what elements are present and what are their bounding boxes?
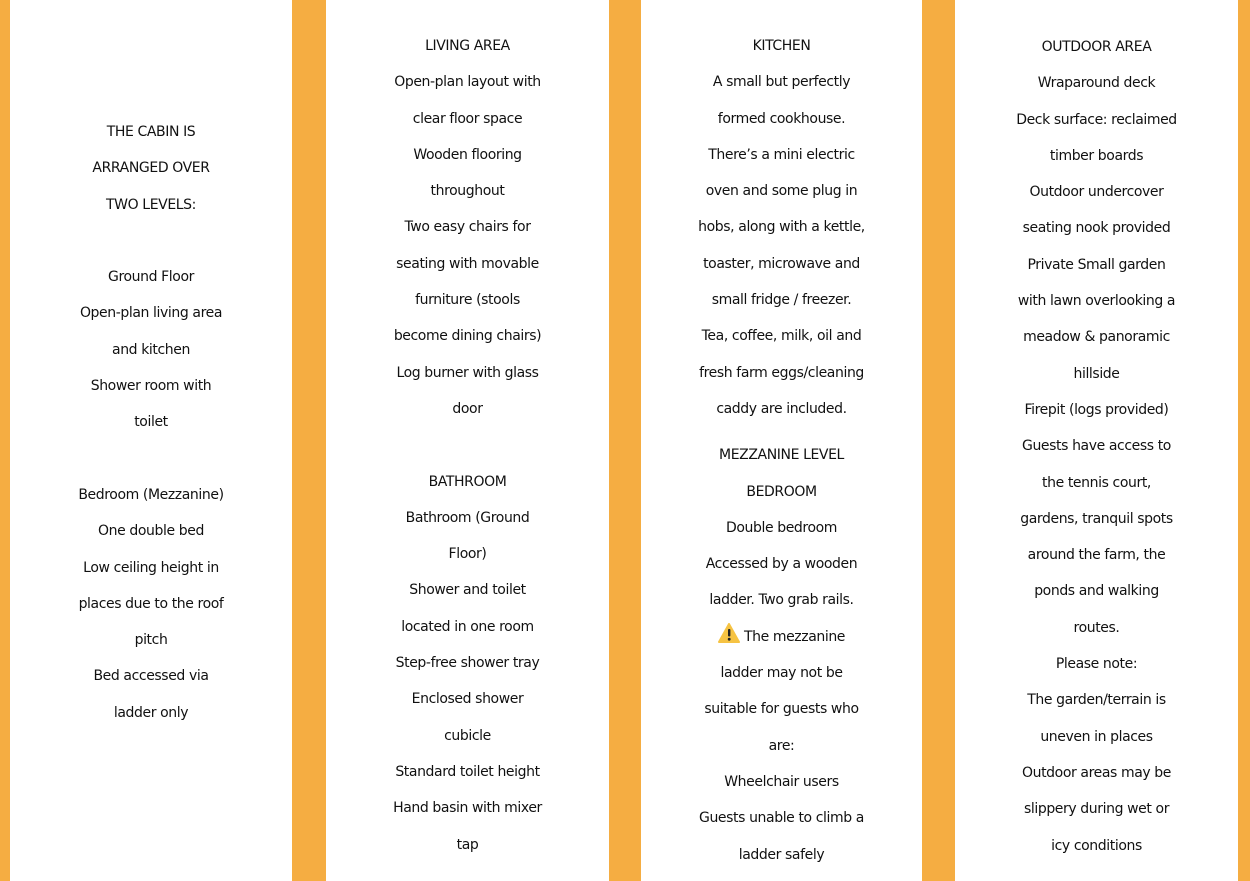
- living-line: Wooden flooring: [413, 146, 522, 163]
- outdoor-line: with lawn overlooking a: [1017, 293, 1176, 310]
- heading-line: ARRANGED OVER: [92, 160, 210, 177]
- bathroom-line: Standard toilet height: [395, 763, 540, 780]
- bathroom-line: Enclosed shower: [411, 691, 524, 708]
- outdoor-line: timber boards: [1049, 147, 1144, 164]
- ground-floor-line: Open-plan living area: [79, 305, 223, 322]
- kitchen-line: There’s a mini electric: [708, 146, 855, 163]
- bedroom-line: Bed accessed via: [93, 668, 209, 685]
- kitchen-line: fresh farm eggs/cleaning: [699, 364, 864, 381]
- heading-line: THE CABIN IS: [106, 124, 196, 140]
- panel-cabin-overview: [10, 0, 292, 881]
- bathroom-line: Bathroom (Ground: [405, 509, 530, 526]
- mezzanine-line: Accessed by a wooden: [705, 556, 858, 573]
- heading-line: TWO LEVELS:: [106, 196, 196, 213]
- outdoor-line: the tennis court,: [1042, 474, 1151, 491]
- outdoor-line: hillside: [1073, 365, 1120, 382]
- living-line: Log burner with glass: [396, 364, 539, 381]
- outdoor-line: Deck surface: reclaimed: [1016, 111, 1177, 128]
- bathroom-line: Floor): [448, 546, 487, 563]
- outdoor-heading: OUTDOOR AREA: [1041, 39, 1152, 55]
- outdoor-line: Private Small garden: [1027, 256, 1166, 273]
- kitchen-line: Tea, coffee, milk, oil and: [701, 328, 862, 345]
- kitchen-line: caddy are included.: [716, 400, 847, 417]
- outdoor-line: icy conditions: [1051, 837, 1142, 854]
- mezzanine-line: Double bedroom: [725, 519, 838, 536]
- bedroom-line: One double bed: [98, 523, 204, 540]
- mezzanine-line: ladder. Two grab rails.: [709, 592, 854, 609]
- outdoor-line: Firepit (logs provided): [1024, 401, 1169, 418]
- bedroom-line: Low ceiling height in: [83, 559, 219, 576]
- outdoor-line: routes.: [1073, 619, 1120, 636]
- bedroom-line: Bedroom (Mezzanine): [78, 486, 224, 503]
- outdoor-line: Please note:: [1055, 656, 1138, 673]
- outdoor-line: slippery during wet or: [1023, 801, 1170, 818]
- living-line: door: [452, 400, 483, 417]
- outdoor-line: ponds and walking: [1034, 583, 1159, 600]
- living-area-heading: LIVING AREA: [425, 38, 510, 54]
- warning-line: suitable for guests who: [704, 701, 859, 718]
- bedroom-line: ladder only: [113, 704, 189, 721]
- kitchen-line: hobs, along with a kettle,: [698, 219, 865, 236]
- kitchen-line: formed cookhouse.: [717, 110, 846, 127]
- mezzanine-heading: BEDROOM: [746, 483, 817, 500]
- bathroom-line: Step-free shower tray: [395, 655, 540, 672]
- outdoor-line: uneven in places: [1040, 728, 1153, 745]
- bathroom-heading: BATHROOM: [428, 473, 507, 490]
- bathroom-line: Shower and toilet: [409, 582, 526, 599]
- living-line: Open-plan layout with: [394, 74, 541, 91]
- bedroom-line: places due to the roof: [78, 595, 224, 612]
- outdoor-line: meadow & panoramic: [1023, 329, 1170, 346]
- outdoor-line: Guests have access to: [1022, 438, 1171, 455]
- warning-line: are:: [768, 737, 795, 754]
- ground-floor-line: Ground Floor: [108, 269, 194, 286]
- outdoor-line: Outdoor areas may be: [1021, 764, 1172, 781]
- ground-floor-line: toilet: [134, 414, 168, 431]
- bathroom-line: tap: [456, 836, 479, 853]
- ground-floor-line: Shower room with: [90, 378, 212, 395]
- living-line: throughout: [430, 183, 505, 200]
- warning-line: ladder safely: [738, 846, 825, 863]
- panel-kitchen-mezzanine: [641, 0, 922, 881]
- bathroom-line: cubicle: [444, 727, 491, 744]
- kitchen-heading: KITCHEN: [752, 38, 811, 54]
- outdoor-line: Outdoor undercover: [1029, 184, 1164, 201]
- living-line: seating with movable: [396, 255, 539, 272]
- kitchen-line: small fridge / freezer.: [711, 292, 852, 309]
- outdoor-line: gardens, tranquil spots: [1020, 510, 1173, 527]
- warning-line: Wheelchair users: [724, 773, 839, 790]
- warning-line: ladder may not be: [720, 665, 843, 682]
- warning-line: [641, 619, 922, 655]
- living-line: clear floor space: [412, 110, 523, 127]
- outdoor-line: Wraparound deck: [1037, 75, 1156, 92]
- bedroom-line: pitch: [134, 632, 168, 649]
- ground-floor-line: and kitchen: [112, 341, 190, 358]
- mezzanine-heading: MEZZANINE LEVEL: [719, 447, 844, 464]
- kitchen-line: toaster, microwave and: [703, 255, 860, 272]
- outdoor-line: The garden/terrain is: [1027, 692, 1166, 709]
- outdoor-line: around the farm, the: [1027, 547, 1166, 564]
- panel-outdoor: [955, 0, 1238, 881]
- living-line: Two easy chairs for: [404, 219, 531, 236]
- living-line: become dining chairs): [393, 328, 542, 345]
- bathroom-line: located in one room: [401, 618, 534, 635]
- kitchen-line: A small but perfectly: [712, 74, 851, 91]
- warning-line: Guests unable to climb a: [699, 810, 864, 827]
- panel-living-bathroom: [326, 0, 609, 881]
- bathroom-line: Hand basin with mixer: [393, 800, 542, 817]
- warning-text: The mezzanine: [743, 628, 846, 645]
- living-line: furniture (stools: [415, 292, 520, 309]
- kitchen-line: oven and some plug in: [705, 183, 858, 200]
- outdoor-line: seating nook provided: [1022, 220, 1171, 237]
- warning-icon: [718, 621, 740, 641]
